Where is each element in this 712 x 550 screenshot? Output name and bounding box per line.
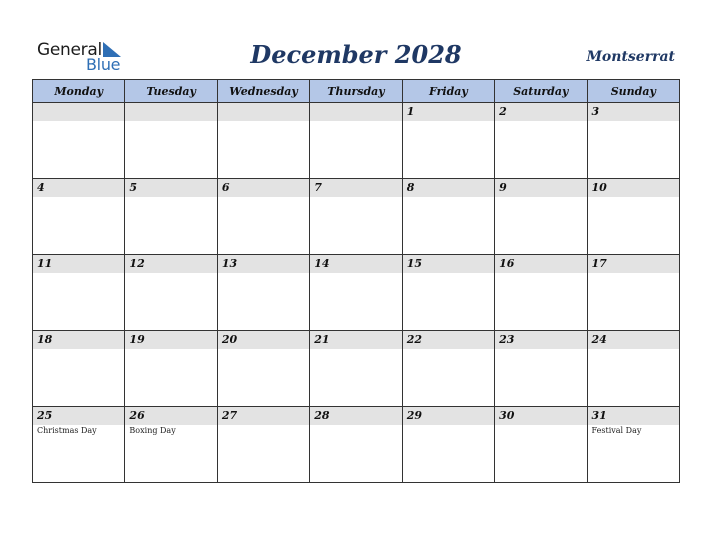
day-cell: [587, 255, 679, 331]
day-cell: [217, 179, 309, 255]
day-cell: [495, 331, 587, 407]
calendar-grid: [32, 79, 680, 483]
day-cell: [587, 331, 679, 407]
holiday-note: Boxing Day: [129, 426, 176, 435]
day-cell: [125, 407, 217, 483]
day-number: 8: [403, 179, 494, 197]
day-cell: [310, 407, 402, 483]
day-cell: [310, 103, 402, 179]
holiday-note: [33, 197, 124, 198]
day-cell: [310, 179, 402, 255]
holiday-note: [588, 349, 679, 350]
holiday-note: [218, 121, 309, 122]
day-number: 13: [218, 255, 309, 273]
day-number: 7: [310, 179, 401, 197]
week-row: [33, 255, 680, 331]
holiday-note: [218, 197, 309, 198]
holiday-note: Festival Day: [591, 426, 642, 435]
day-number: 24: [588, 331, 679, 349]
weekday-header: Friday: [402, 80, 494, 103]
weekday-header: Tuesday: [125, 80, 217, 103]
day-number: 19: [125, 331, 216, 349]
day-number: 6: [218, 179, 309, 197]
weekday-header: Sunday: [587, 80, 679, 103]
day-number: 23: [495, 331, 586, 349]
day-cell: [217, 103, 309, 179]
day-number: [218, 103, 309, 121]
day-cell: [402, 103, 494, 179]
day-cell: [33, 179, 125, 255]
day-number: 10: [588, 179, 679, 197]
day-number: 25: [33, 407, 124, 425]
day-cell: [125, 103, 217, 179]
day-cell: [402, 255, 494, 331]
week-row: [33, 103, 680, 179]
day-number: 22: [403, 331, 494, 349]
week-row: [33, 407, 680, 483]
week-row: [33, 331, 680, 407]
day-cell: [33, 255, 125, 331]
day-number: 1: [403, 103, 494, 121]
day-cell: [33, 331, 125, 407]
logo-text-blue: Blue: [86, 55, 121, 74]
day-cell: [125, 179, 217, 255]
day-cell: [310, 255, 402, 331]
day-number: 11: [33, 255, 124, 273]
day-number: 5: [125, 179, 216, 197]
day-number: 15: [403, 255, 494, 273]
holiday-note: [495, 197, 586, 198]
day-cell: [495, 103, 587, 179]
day-number: 3: [588, 103, 679, 121]
day-number: 14: [310, 255, 401, 273]
day-cell: [495, 179, 587, 255]
holiday-note: [218, 425, 309, 426]
day-number: 28: [310, 407, 401, 425]
holiday-note: [33, 273, 124, 274]
day-number: 30: [495, 407, 586, 425]
holiday-note: [495, 121, 586, 122]
day-number: 12: [125, 255, 216, 273]
day-number: 27: [218, 407, 309, 425]
day-number: 21: [310, 331, 401, 349]
day-cell: [217, 331, 309, 407]
weekday-header-row: [33, 80, 680, 103]
day-number: [125, 103, 216, 121]
holiday-note: [125, 349, 216, 350]
day-cell: [587, 407, 679, 483]
holiday-note: [33, 349, 124, 350]
day-cell: [402, 407, 494, 483]
day-number: 2: [495, 103, 586, 121]
day-cell: [587, 103, 679, 179]
holiday-note: [403, 273, 494, 274]
holiday-note: [310, 121, 401, 122]
holiday-note: [33, 121, 124, 122]
holiday-note: [403, 197, 494, 198]
holiday-note: [310, 425, 401, 426]
day-cell: [402, 331, 494, 407]
day-number: 16: [495, 255, 586, 273]
day-number: 17: [588, 255, 679, 273]
holiday-note: [125, 197, 216, 198]
weekday-header: Saturday: [495, 80, 587, 103]
holiday-note: [495, 425, 586, 426]
day-number: 9: [495, 179, 586, 197]
day-cell: [125, 255, 217, 331]
logo-text-general: General: [37, 40, 102, 60]
holiday-note: [403, 121, 494, 122]
day-cell: [33, 103, 125, 179]
day-cell: [33, 407, 125, 483]
day-number: [33, 103, 124, 121]
holiday-note: [310, 273, 401, 274]
day-cell: [217, 255, 309, 331]
day-cell: [125, 331, 217, 407]
day-number: 26: [125, 407, 216, 425]
day-number: 4: [33, 179, 124, 197]
day-number: 31: [588, 407, 679, 425]
weekday-header: Wednesday: [217, 80, 309, 103]
day-cell: [587, 179, 679, 255]
day-cell: [310, 331, 402, 407]
holiday-note: [495, 349, 586, 350]
holiday-note: [125, 273, 216, 274]
day-cell: [495, 407, 587, 483]
day-cell: [402, 179, 494, 255]
day-cell: [495, 255, 587, 331]
holiday-note: [125, 121, 216, 122]
holiday-note: [218, 273, 309, 274]
week-row: [33, 179, 680, 255]
country-label: Montserrat: [586, 49, 675, 65]
day-number: [310, 103, 401, 121]
holiday-note: [403, 425, 494, 426]
day-number: 20: [218, 331, 309, 349]
day-cell: [217, 407, 309, 483]
holiday-note: [218, 349, 309, 350]
holiday-note: [310, 197, 401, 198]
holiday-note: [588, 273, 679, 274]
weekday-header: Monday: [33, 80, 125, 103]
holiday-note: [588, 121, 679, 122]
holiday-note: Christmas Day: [37, 426, 97, 435]
day-number: 18: [33, 331, 124, 349]
holiday-note: [310, 349, 401, 350]
holiday-note: [495, 273, 586, 274]
calendar-title: December 2028: [250, 40, 462, 69]
holiday-note: [403, 349, 494, 350]
weekday-header: Thursday: [310, 80, 402, 103]
holiday-note: [588, 197, 679, 198]
day-number: 29: [403, 407, 494, 425]
